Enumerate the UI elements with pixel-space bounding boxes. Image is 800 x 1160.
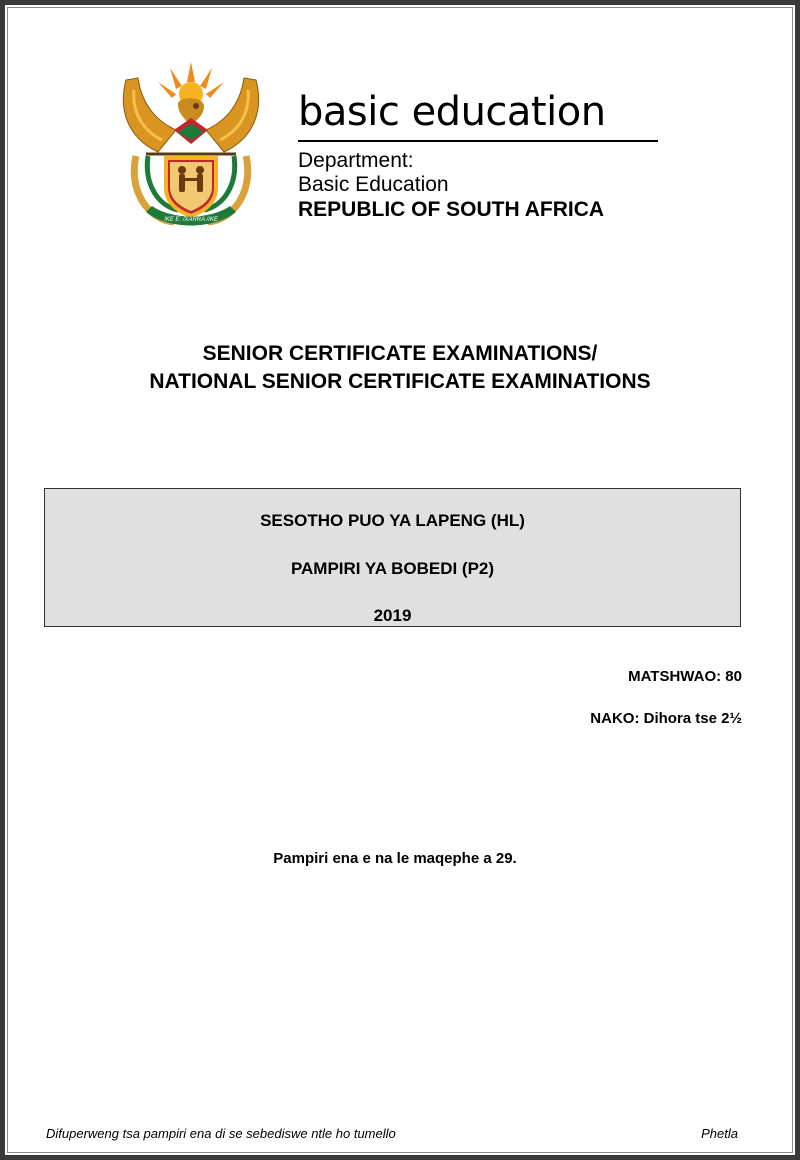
brand-block <box>298 88 663 223</box>
turn-over-label: Phetla <box>701 1126 738 1141</box>
exam-heading <box>0 340 800 396</box>
time-allowed: NAKO: Dihora tse 2½ <box>590 710 742 727</box>
exam-heading-line2: NATIONAL SENIOR CERTIFICATE EXAMINATIONS <box>149 370 651 393</box>
exam-heading-line1: SENIOR CERTIFICATE EXAMINATIONS/ <box>202 342 598 365</box>
subject-name: SESOTHO PUO YA LAPENG (HL) <box>260 511 525 530</box>
paper-number: PAMPIRI YA BOBEDI (P2) <box>290 559 495 578</box>
copyright-notice: Difuperweng tsa pampiri ena di se sebediswe ntle ho tumello <box>46 1126 396 1141</box>
brand-title: basic education <box>298 88 658 142</box>
exam-year: 2019 <box>373 606 412 625</box>
department-label: Department: <box>298 149 414 172</box>
exam-details <box>590 668 742 752</box>
page-count-note: Pampiri ena e na le maqephe a 29. <box>273 850 517 867</box>
svg-text:!KE E: /XARRA //KE: !KE E: /XARRA //KE <box>164 217 218 223</box>
country-name: REPUBLIC OF SOUTH AFRICA <box>298 198 605 221</box>
coat-of-arms-icon <box>118 60 264 230</box>
department-name: Basic Education <box>298 173 449 196</box>
total-marks: MATSHWAO: 80 <box>628 668 742 685</box>
subject-box <box>44 488 741 627</box>
